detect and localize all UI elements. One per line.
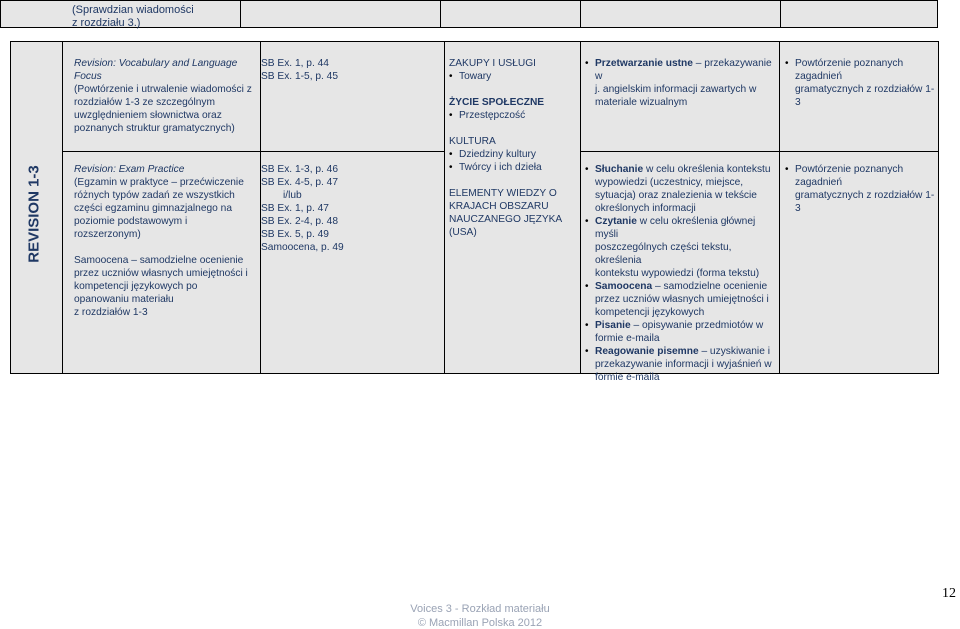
note-line: (Sprawdzian wiadomości: [72, 4, 194, 16]
top-cell: [241, 1, 441, 27]
lesson-note: Samoocena – samodzielne ocenienie: [74, 255, 244, 266]
topic-heading: ELEMENTY WIEDZY O: [449, 188, 557, 199]
grammar-item: • Powtórzenie poznanych zagadnień: [785, 57, 937, 83]
topic-item: • Towary: [449, 70, 579, 83]
grammar-item: • Powtórzenie poznanych zagadnień: [785, 163, 937, 189]
skill-name: Czytanie: [595, 216, 637, 227]
row-divider: [581, 151, 938, 152]
lesson-title: Revision: Vocabulary and Language: [74, 58, 238, 69]
lesson-note: uwzględnieniem słownictwa oraz: [74, 110, 222, 121]
skill-text: formie e-maila: [595, 333, 660, 344]
section-label-text: REVISION 1-3: [25, 165, 43, 263]
skill-text: w celu określenia głównej myśli: [595, 216, 756, 240]
topic-heading: (USA): [449, 227, 477, 238]
skill-name: Przetwarzanie ustne: [595, 58, 693, 69]
material-ref: SB Ex. 5, p. 49: [261, 229, 329, 240]
section-label: [11, 134, 57, 294]
skill-text: w celu określenia kontekstu: [643, 164, 771, 175]
skill-name: Samoocena: [595, 281, 653, 292]
skill-text: – uzyskiwanie i: [698, 346, 770, 357]
row-divider: [63, 151, 445, 152]
topics-list: [449, 57, 579, 239]
lesson-description: [74, 57, 260, 135]
skill-text: sytuacja) oraz znalezienia w tekście: [595, 190, 757, 201]
material-ref: SB Ex. 1, p. 44: [261, 58, 329, 69]
skill-name: Słuchanie: [595, 164, 644, 175]
skill-item: [585, 57, 779, 83]
topic-heading: KRAJACH OBSZARU: [449, 201, 549, 212]
topic-heading: ŻYCIE SPOŁECZNE: [449, 97, 545, 108]
lesson-note: rozszerzonym): [74, 229, 141, 240]
footer-copyright: © Macmillan Polska 2012: [417, 617, 543, 629]
materials-list: [261, 57, 441, 83]
material-ref: SB Ex. 4-5, p. 47: [261, 177, 339, 188]
footer-title: Voices 3 - Rozkład materiału: [410, 603, 550, 615]
topic-heading: KULTURA: [449, 136, 496, 147]
skill-item: [585, 215, 779, 241]
lesson-note: (Powtórzenie i utrwalenie wiadomości z: [74, 84, 252, 95]
skill-text: kontekstu wypowiedzi (forma tekstu): [595, 268, 760, 279]
topic-item: • Twórcy i ich dzieła: [449, 161, 579, 174]
lesson-note: poziomie podstawowym i: [74, 216, 188, 227]
skill-text: poszczególnych części tekstu, określenia: [595, 242, 732, 266]
lesson-note: (Egzamin w praktyce – przećwiczenie: [74, 177, 244, 188]
topic-heading: NAUCZANEGO JĘZYKA: [449, 214, 563, 225]
material-ref: SB Ex. 1-3, p. 46: [261, 164, 339, 175]
skill-text: określonych informacji: [595, 203, 696, 214]
material-ref: SB Ex. 1, p. 47: [261, 203, 329, 214]
page-number: 12: [942, 586, 956, 601]
lesson-note: poznanych struktur gramatycznych): [74, 123, 235, 134]
lesson-note: z rozdziałów 1-3: [74, 307, 148, 318]
skill-item: [585, 345, 779, 358]
skill-text: materiale wizualnym: [595, 97, 688, 108]
top-cell: [441, 1, 581, 27]
grammar-list: [785, 57, 937, 109]
grammar-item: gramatycznych z rozdziałów 1-3: [795, 190, 935, 214]
previous-table-row: [0, 0, 938, 28]
skill-item: [585, 280, 779, 293]
lesson-title: Focus: [74, 71, 102, 82]
topic-heading: ZAKUPY I USŁUGI: [449, 58, 536, 69]
skill-text: – opisywanie przedmiotów w: [630, 320, 764, 331]
previous-row-note: [72, 4, 194, 30]
grammar-item: gramatycznych z rozdziałów 1-3: [795, 84, 935, 108]
skill-text: wypowiedzi (uczestnicy, miejsce,: [595, 177, 744, 188]
note-line: z rozdziału 3.): [72, 17, 141, 29]
material-ref: SB Ex. 1-5, p. 45: [261, 71, 339, 82]
skill-name: Reagowanie pisemne: [595, 346, 699, 357]
skill-text: przekazywanie informacji i wyjaśnień w: [595, 359, 772, 370]
skill-text: – przekazywanie w: [595, 58, 772, 82]
lesson-note: różnych typów zadań ze wszystkich: [74, 190, 235, 201]
lesson-note: części egzaminu gimnazjalnego na: [74, 203, 232, 214]
lesson-note: przez uczniów własnych umiejętności i: [74, 268, 248, 279]
skill-text: formie e-maila: [595, 372, 660, 383]
skills-list: [585, 163, 779, 384]
topic-item: • Przestępczość: [449, 109, 579, 122]
materials-list: [261, 163, 441, 254]
material-ref: Samoocena, p. 49: [261, 242, 344, 253]
top-cell: [781, 1, 939, 27]
lesson-note: rozdziałów 1-3 ze szczególnym: [74, 97, 215, 108]
lesson-note: opanowaniu materiału: [74, 294, 174, 305]
skill-name: Pisanie: [595, 320, 631, 331]
skills-list: [585, 57, 779, 109]
lesson-note: kompetencji językowych po: [74, 281, 198, 292]
skill-item: [585, 163, 779, 176]
lesson-title: Revision: Exam Practice: [74, 164, 185, 175]
grammar-list: [785, 163, 937, 215]
lesson-description: [74, 163, 260, 319]
skill-text: – samodzielne ocenienie: [652, 281, 768, 292]
topic-item: • Dziedziny kultury: [449, 148, 579, 161]
skill-text: przez uczniów własnych umiejętności i: [595, 294, 769, 305]
skill-item: [585, 319, 779, 332]
material-ref: SB Ex. 2-4, p. 48: [261, 216, 339, 227]
skill-text: kompetencji językowych: [595, 307, 705, 318]
top-cell: [581, 1, 781, 27]
revision-table: [10, 41, 939, 383]
skill-text: j. angielskim informacji zawartych w: [595, 84, 757, 95]
material-ref: i/lub: [283, 190, 302, 201]
